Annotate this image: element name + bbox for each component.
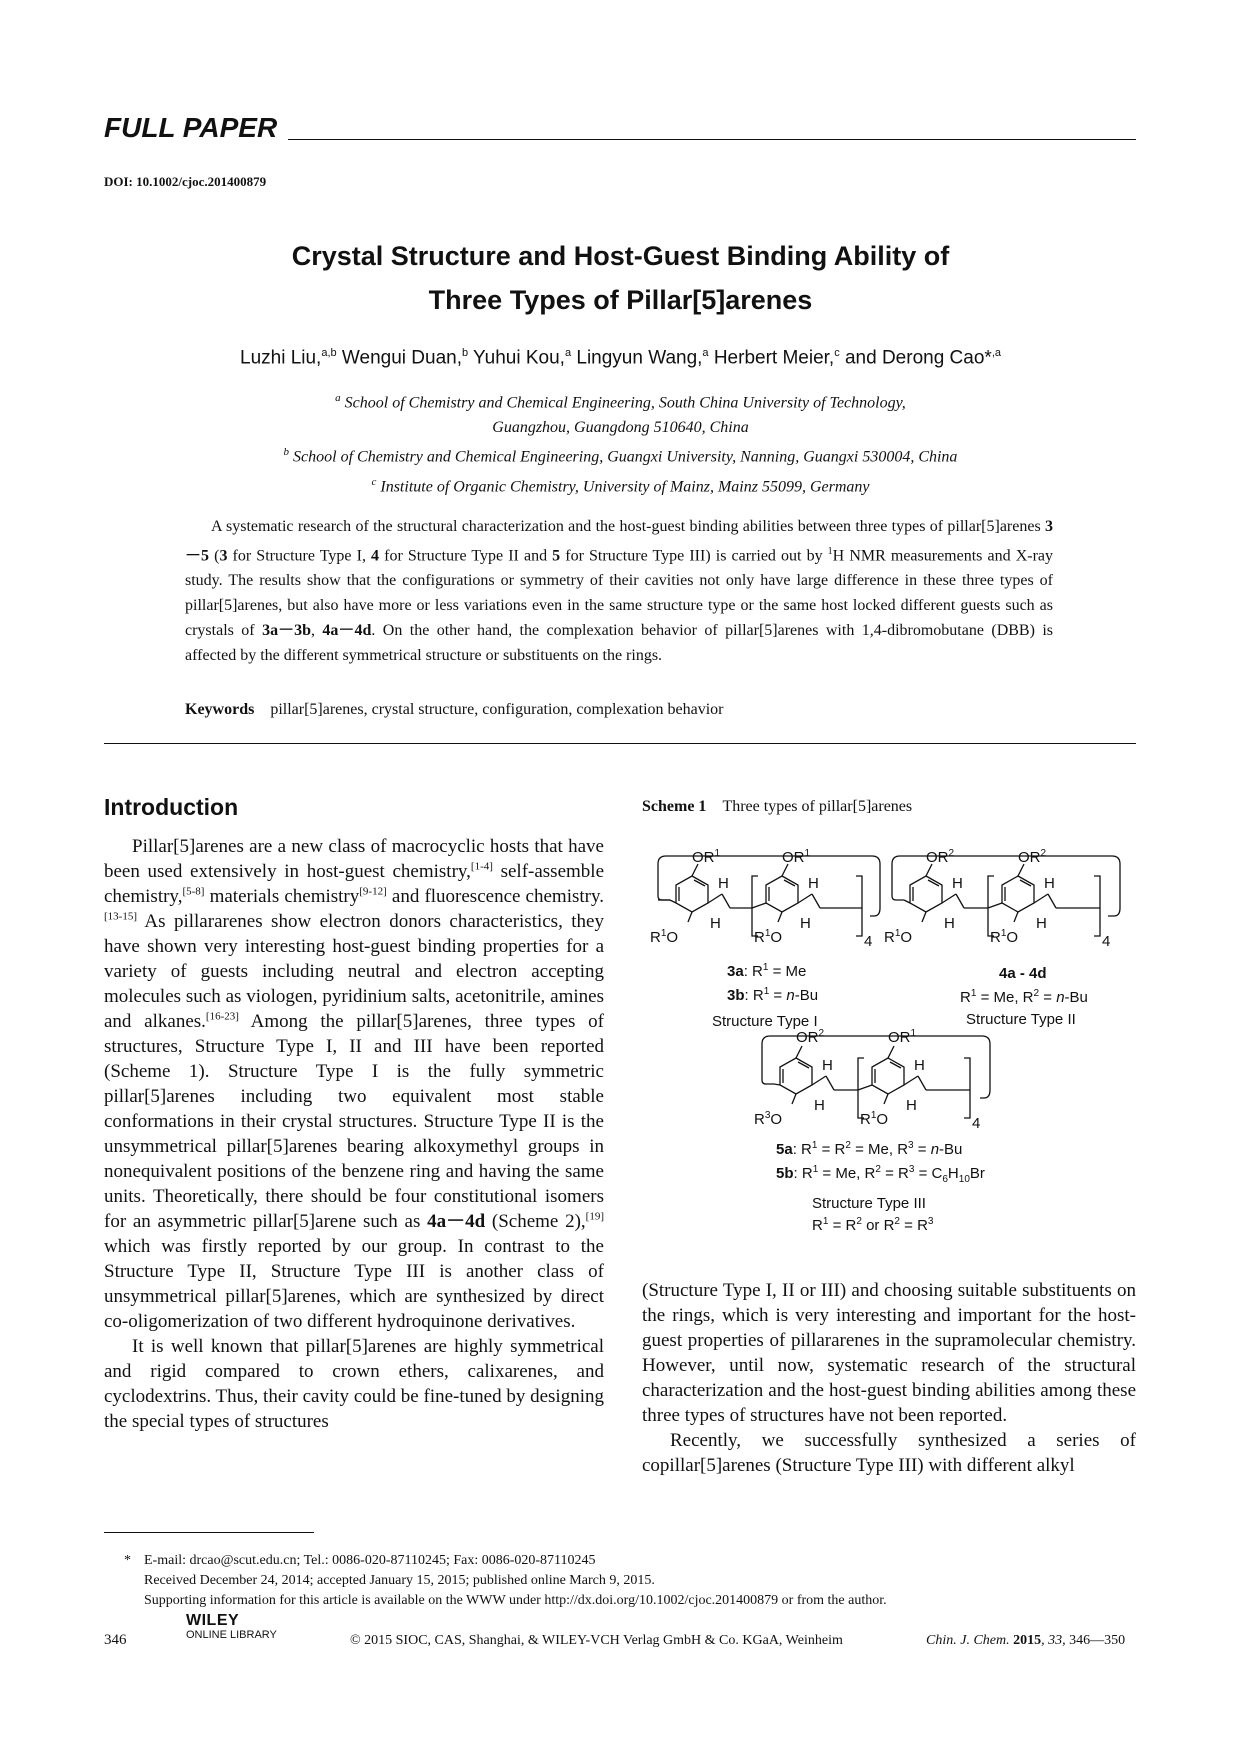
title-line-1: Crystal Structure and Host-Guest Binding Ability of xyxy=(291,241,950,271)
footnote-supporting: Supporting information for this article is available on the WWW under http://dx.doi.org/10.1002/cjoc.201400879 or from the author. xyxy=(144,1593,887,1608)
citation[interactable]: [13-15] xyxy=(104,910,137,923)
keywords-label: Keywords xyxy=(185,701,255,718)
paragraph: Recently, we successfully synthesized a series of copillar[5]arenes (Structure Type III) with different alkyl xyxy=(642,1430,1136,1476)
affiliation xyxy=(0,386,1241,415)
repeat-count: 4 xyxy=(1102,933,1111,950)
article-title xyxy=(0,234,1241,322)
affil-text: Guangzhou, Guangdong 510640, China xyxy=(492,419,749,437)
atom-label: H xyxy=(808,875,819,892)
footnote-rule xyxy=(104,1532,314,1533)
atom-label: $R^3O$ xyxy=(754,1110,783,1128)
compound-label: $R^1 = Me$, $R^2 = n-Bu$ xyxy=(960,988,1088,1006)
atom-label: H xyxy=(814,1097,825,1114)
author-affil-mark: c xyxy=(834,347,840,359)
citation[interactable]: [1-4] xyxy=(470,860,493,873)
author-list xyxy=(0,347,1241,369)
citation[interactable]: [16-23] xyxy=(205,1010,239,1023)
copyright: © 2015 SIOC, CAS, Shanghai, & WILEY-VCH Verlag GmbH & Co. KGaA, Weinheim xyxy=(350,1633,843,1648)
compound-label: 5a: $R^1 = R^2 = Me$, $R^3 = n-Bu$ xyxy=(776,1140,963,1158)
atom-label: $OR^2$ xyxy=(796,1028,825,1046)
wiley-logo[interactable] xyxy=(186,1614,277,1642)
bond xyxy=(752,903,766,908)
bond xyxy=(722,894,730,908)
wiley-logo-subtext: ONLINE LIBRARY xyxy=(186,1629,277,1641)
author: Luzhi Liu, xyxy=(240,347,322,369)
atom-label: $OR^1$ xyxy=(782,848,811,866)
bond xyxy=(798,894,812,903)
structure-type-2-drawing xyxy=(892,856,1120,936)
author-affil-mark: a,b xyxy=(321,347,337,359)
paragraph: Pillar[5]arenes are a new class of macrocyclic hosts that have been used extensively in host-guest chemistry,[1-4] self-assemble chemistry,[5-8] materials chemistry[9-12] and fluorescence chemistry.[13-15] As pillararenes show electron donors characteristics, they have shown very interesting host-guest binding properties for a variety of guests including neutral and electron accepting molecules such as viologen, pyridinium salts, acetonitrile, amines and alkanes.[16-23] Among the pillar[5]arenes, three types of structures, Structure Type I, II and III have been reported (Scheme 1). Structure Type I is the fully symmetric pillar[5]arenes including two equivalent most stable conformations in their crystal structures. Structure Type II is the unsymmetrical pillar[5]arenes bearing alkoxymethyl groups in nonequivalent positions of the benzene ring and having the same units. Theoretically, there should be four constitutional isomers for an asymmetric pillar[5]arene such as 4a－4d (Scheme 2),[19] which was firstly reported by our group. In contrast to the Structure Type II, Structure Type III is another class of unsymmetrical pillar[5]arenes, which are synthesized by direct co-oligomerization of two different hydroquinone derivatives. xyxy=(104,836,604,1332)
journal-citation: Chin. J. Chem. 2015, 33, 346—350 xyxy=(926,1633,1126,1648)
compound-label: 4a - 4d xyxy=(999,965,1047,982)
atom-label: H xyxy=(1044,875,1055,892)
affiliation xyxy=(0,440,1241,469)
author-affil-mark: b xyxy=(461,347,469,359)
abstract: A systematic research of the structural characterization and the host-guest binding abilities between three types of pillar[5]arenes 3－5 (3 for Structure Type I, 4 for Structure Type II and 5 for Structure Type III) is carried out by $^1$H NMR measurements and X-ray study. The results show that the configurations or symmetry of their cavities not only have large difference in these three types of pillar[5]arenes, but also have more or less variations even in the same structure type or the same host locked different guests such as crystals of 3a－3b, 4a－4d. On the other hand, the complexation behavior of pillar[5]arenes with 1,4-dibromobutane (DBB) is affected by the different symmetrical structure or substituents on the rings. xyxy=(185,518,1054,665)
structure-type-label: Structure Type III xyxy=(812,1195,926,1212)
affil-mark: b xyxy=(283,446,290,459)
atom-label: $OR^2$ xyxy=(1018,848,1047,866)
journal-pages: 346—350 xyxy=(1069,1633,1126,1648)
section-heading-introduction: Introduction xyxy=(104,794,239,820)
author-affil-mark: a xyxy=(564,347,572,359)
affil-text: School of Chemistry and Chemical Engineering, Guangxi University, Nanning, Guangxi 530004, China xyxy=(293,448,958,466)
keywords xyxy=(185,701,724,719)
bond xyxy=(708,894,722,903)
citation[interactable]: [19] xyxy=(585,1210,604,1223)
doi[interactable]: DOI: 10.1002/cjoc.201400879 xyxy=(104,174,267,189)
affiliation xyxy=(0,415,1241,440)
abstract-rule xyxy=(104,743,1136,744)
repeat-count: 4 xyxy=(864,933,873,950)
structure-type-label: Structure Type II xyxy=(966,1011,1076,1028)
paragraph: It is well known that pillar[5]arenes are highly symmetrical and rigid compared to crown ethers, calixarenes, and cyclodextrins. Thus, their cavity could be fine-tuned by designing the special types of structures xyxy=(104,1336,604,1432)
atom-label: $R^1O$ xyxy=(754,928,783,946)
atom-label: H xyxy=(822,1057,833,1074)
atom-label: H xyxy=(906,1097,917,1114)
atom-label: $OR^1$ xyxy=(888,1028,917,1046)
structure-type-label: Structure Type I xyxy=(712,1013,818,1030)
atom-label: H xyxy=(1036,915,1047,932)
author-corresponding: and Derong Cao* xyxy=(844,347,992,369)
keywords-text: pillar[5]arenes, crystal structure, configuration, complexation behavior xyxy=(270,701,724,718)
repeat-count: 4 xyxy=(972,1115,981,1132)
affil-mark: c xyxy=(371,475,377,488)
footnote-email: * E-mail: drcao@scut.edu.cn; Tel.: 0086-020-87110245; Fax: 0086-020-87110245 xyxy=(124,1553,596,1568)
author: Yuhui Kou, xyxy=(473,347,565,369)
bond xyxy=(812,894,820,908)
compound-label: 3a: $R^1 = Me$ xyxy=(727,962,807,980)
atom-label: $R^1O$ xyxy=(860,1110,889,1128)
journal-volume: 33 xyxy=(1048,1633,1063,1648)
atom-label: H xyxy=(952,875,963,892)
body-left-column xyxy=(104,834,604,1434)
affiliation xyxy=(0,470,1241,499)
atom-label: H xyxy=(718,875,729,892)
footnote xyxy=(124,1551,887,1611)
header-rule xyxy=(288,139,1136,140)
section-label: FULL PAPER xyxy=(104,112,278,143)
author: Lingyun Wang, xyxy=(576,347,703,369)
affil-text: Institute of Organic Chemistry, University of Mainz, Mainz 55099, Germany xyxy=(380,477,870,495)
atom-label: H xyxy=(710,915,721,932)
bond xyxy=(778,912,782,922)
page-number: 346 xyxy=(104,1632,127,1648)
atom-label: H xyxy=(914,1057,925,1074)
bond xyxy=(670,900,676,903)
compound-label: 3b: $R^1 = n-Bu$ xyxy=(727,986,819,1004)
affil-text: School of Chemistry and Chemical Engineering, South China University of Technology, xyxy=(344,394,906,412)
author-affil-mark: a xyxy=(702,347,709,359)
atom-label: $R^1O$ xyxy=(884,928,913,946)
body-right-column xyxy=(642,1278,1136,1478)
bond xyxy=(688,912,692,922)
affiliations xyxy=(0,386,1241,499)
atom-label: $R^1O$ xyxy=(990,928,1019,946)
scheme-label: Scheme 1 xyxy=(642,798,707,815)
scheme-caption-text: Three types of pillar[5]arenes xyxy=(722,798,913,815)
atom-label: $OR^2$ xyxy=(926,848,955,866)
footnote-received: Received December 24, 2014; accepted January 15, 2015; published online March 9, 2015. xyxy=(144,1573,655,1588)
affil-mark: a xyxy=(335,392,341,404)
structure-type-3-drawing xyxy=(762,1036,990,1118)
citation[interactable]: [9-12] xyxy=(359,885,387,898)
citation[interactable]: [5-8] xyxy=(182,885,205,898)
paragraph: (Structure Type I, II or III) and choosing suitable substituents on the rings, which is very interesting and important for the host-guest properties of pillararenes in the supramolecular chemistry. However, until now, systematic research of the structural characterization and the host-guest binding abilities among these three types of structures have not been reported. xyxy=(642,1280,1136,1426)
journal-year: 2015 xyxy=(1013,1633,1042,1648)
repeat-bracket xyxy=(856,876,862,936)
benzene-ring xyxy=(676,876,708,912)
atom-label: H xyxy=(944,915,955,932)
structure-type-1-drawing xyxy=(658,856,880,936)
atom-label: $OR^1$ xyxy=(692,848,721,866)
scheme-caption xyxy=(642,798,912,816)
atom-label: H xyxy=(800,915,811,932)
atom-label: $R^1O$ xyxy=(650,928,679,946)
scheme-1-figure xyxy=(642,836,1136,1266)
author: Wengui Duan, xyxy=(341,347,462,369)
compound-label: 5b: $R^1 = Me$, $R^2 = R^3 = C_6H_{10}Br$ xyxy=(776,1164,985,1185)
benzene-ring xyxy=(766,876,798,912)
journal-name: Chin. J. Chem. xyxy=(926,1633,1010,1648)
author: Herbert Meier, xyxy=(713,347,835,369)
wiley-logo-text: WILEY xyxy=(186,1612,240,1629)
compound-label: $R^1 = R^2$ or $R^2 = R^3$ xyxy=(812,1216,934,1234)
title-line-2: Three Types of Pillar[5]arenes xyxy=(428,285,813,315)
author-affil-mark: ,a xyxy=(991,347,1001,359)
